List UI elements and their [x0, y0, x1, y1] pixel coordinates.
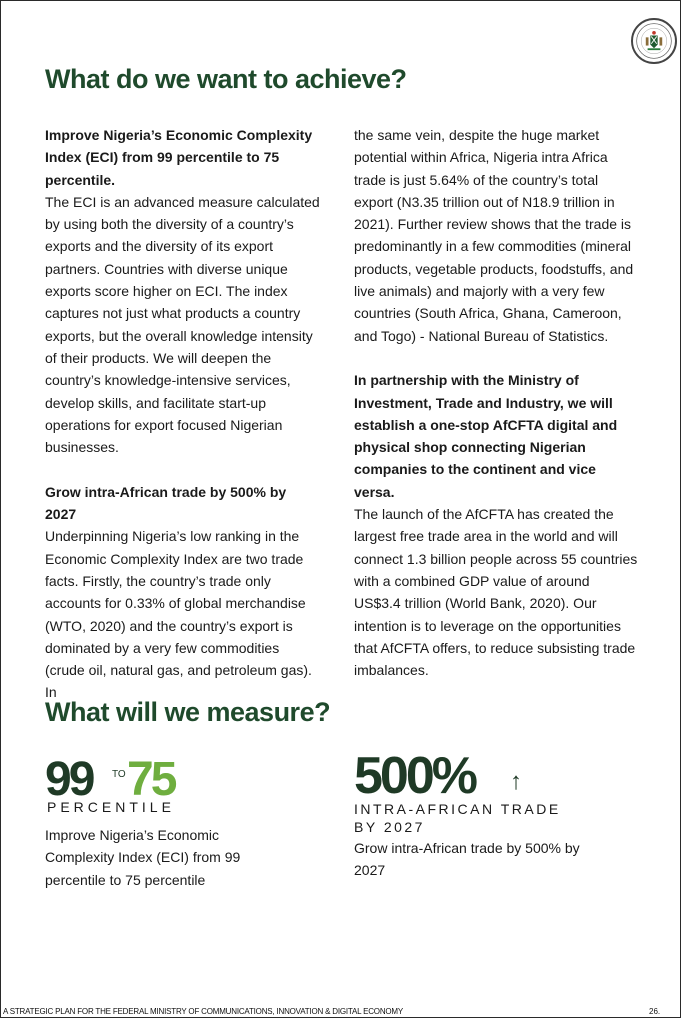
arrow-up-icon: ↑ [510, 768, 522, 795]
footer-text: A STRATEGIC PLAN FOR THE FEDERAL MINISTRY OF COMMUNICATIONS, INNOVATION & DIGITAL ECONOMY [3, 1007, 404, 1016]
trade-value: 500% [354, 747, 475, 805]
partnership-heading: In partnership with the Ministry of Investment, Trade and Industry, we will establish a one-stop AfCFTA digital and physical shop connecting Nigerian companies to the continent and vice versa. [354, 372, 618, 500]
right-column [354, 124, 639, 681]
section-title-measure: What will we measure? [45, 697, 331, 727]
eci-description: Improve Nigeria’s Economic Complexity Index (ECI) from 99 percentile to 75 percentile [45, 827, 241, 888]
coat-of-arms-icon [631, 18, 677, 64]
trade-body: Underpinning Nigeria’s low ranking in the Economic Complexity Index are two trade facts. Firstly, the country’s trade only accounts for 0.33% of global merchandise (WTO, 2020) and the country’s export is dominated by a very few commodities (crude oil, natural gas, and petroleum gas). In [45, 528, 312, 701]
page-number: 26. [649, 1007, 661, 1016]
trade-label: INTRA-AFRICAN TRADE BY 2027 [354, 801, 561, 835]
trade-heading: Grow intra-African trade by 500% by 2027 [45, 483, 287, 523]
partnership-body: The launch of the AfCFTA has created the largest free trade area in the world and will connect 1.3 billion people across 55 countries with a combined GDP value of around US$3.4 trillion (World Bank, 2020). Our intention is to leverage on the opportunities that AfCFTA offers, to reduce subsisting trade imbalances. [354, 506, 638, 679]
trade-description: Grow intra-African trade by 500% by 2027 [354, 840, 580, 879]
left-column [45, 124, 320, 704]
section-title-achieve: What do we want to achieve? [45, 64, 407, 94]
trade-body-continued: the same vein, despite the huge market potential within Africa, Nigeria intra Africa trade is just 5.64% of the country’s total export (N3.35 trillion out of N18.9 trillion in 2021). Further review shows that the trade is predominantly in a few commodities (mineral products, vegetable products, foodstuffs, and live animals) and majorly with a very few countries (South Africa, Ghana, Cameroon, and Togo) - National Bureau of Statistics. [354, 127, 634, 344]
eci-from-value: 99 [45, 753, 93, 806]
eci-to-value: 75 [127, 753, 175, 806]
eci-body: The ECI is an advanced measure calculated by using both the diversity of a country’s exports and the diversity of its export partners. Countries with diverse unique exports score higher on ECI. The index captures not just what products a country exports, but the overall knowledge intensity of their products. We will deepen the country’s knowledge-intensive services, develop skills, and facilitate start-up operations for export focused Nigerian businesses. [45, 193, 320, 456]
eci-heading: Improve Nigeria’s Economic Complexity Index (ECI) from 99 percentile to 75 percentile. [45, 127, 313, 188]
eci-label: PERCENTILE [47, 799, 175, 815]
eci-to-word: TO [112, 769, 126, 780]
